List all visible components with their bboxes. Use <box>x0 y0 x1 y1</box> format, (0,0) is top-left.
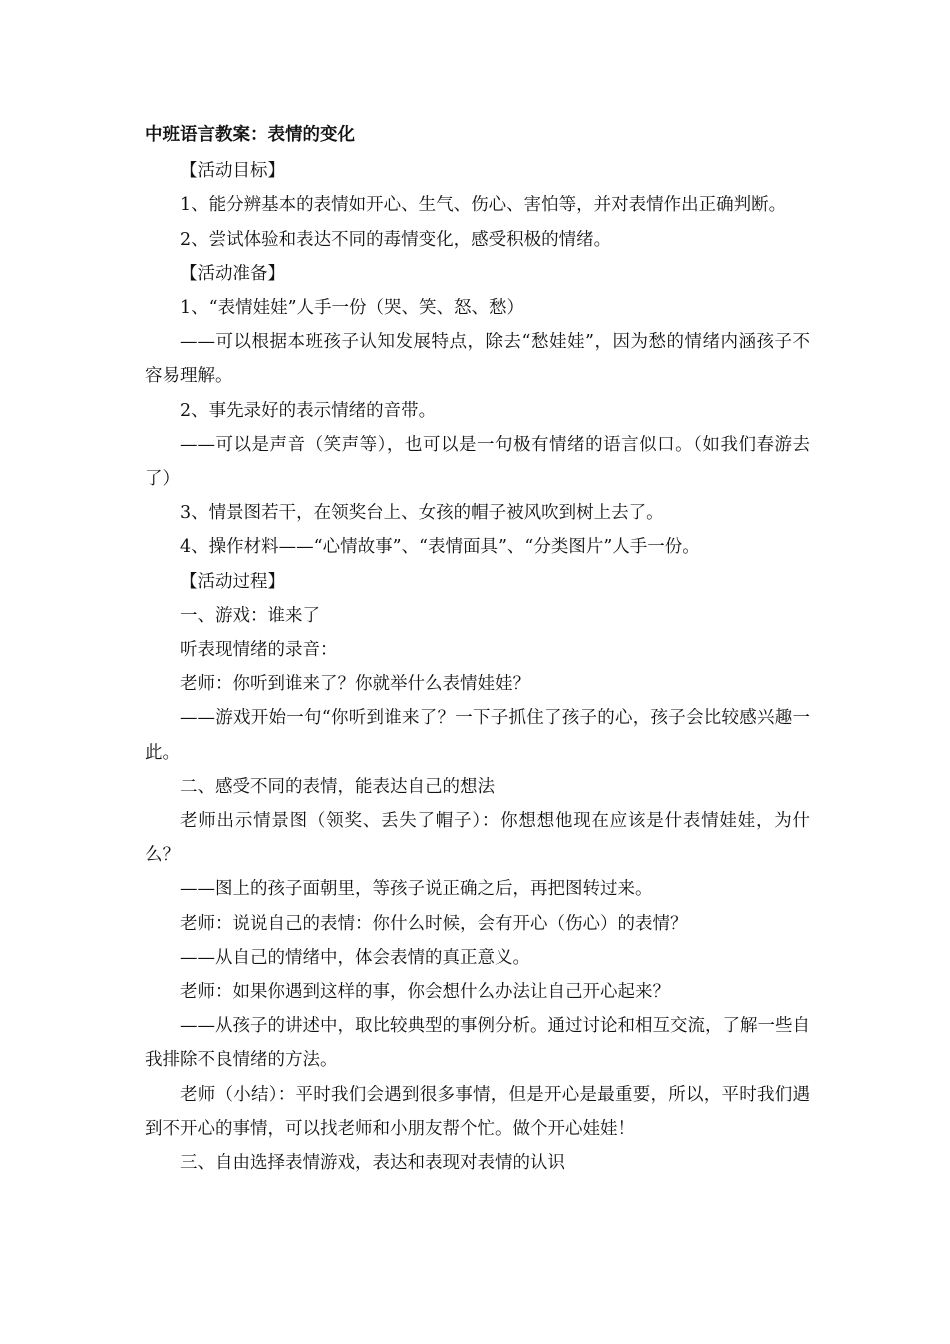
document-page <box>145 118 810 1180</box>
teacher-line: 老师：如果你遇到这样的事，你会想什么办法让自己开心起来？ <box>180 982 670 1003</box>
section-heading-process: 【活动过程】 <box>180 571 285 592</box>
prep-note-2: ——可以是声音（笑声等），也可以是一句极有情绪的语言似口。（如我们春游去了） <box>145 434 810 490</box>
process-note: ——从孩子的讲述中，取比较典型的事例分析。通过讨论和相互交流，了解一些自我排除不良情绪的方法。 <box>145 1016 810 1071</box>
prep-item-1: 1、“表情娃娃”人手一份（哭、笑、怒、愁） <box>180 298 525 319</box>
process-step-2: 二、感受不同的表情，能表达自己的想法 <box>180 776 495 797</box>
process-note: ——图上的孩子面朝里，等孩子说正确之后，再把图转过来。 <box>180 879 653 900</box>
process-note: ——游戏开始一句“你听到谁来了？一下子抓住了孩子的心，孩子会比较感兴趣一此。 <box>145 708 810 763</box>
prep-note-1: ——可以根据本班孩子认知发展特点，除去“愁娃娃”，因为愁的情绪内涵孩子不容易理解。 <box>145 332 810 387</box>
teacher-summary: 老师（小结）：平时我们会遇到很多事情，但是开心是最重要，所以，平时我们遇到不开心的事情，可以找老师和小朋友帮个忙。做个开心娃娃！ <box>145 1084 810 1139</box>
teacher-line: 老师：说说自己的表情：你什么时候，会有开心（伤心）的表情？ <box>180 913 688 934</box>
prep-item-3: 3、情景图若干，在领奖台上、女孩的帽子被风吹到树上去了。 <box>180 503 664 524</box>
process-text: 听表现情绪的录音： <box>180 640 338 661</box>
process-step-1: 一、游戏：谁来了 <box>180 605 320 626</box>
prep-item-4: 4、操作材料——“心情故事”、“表情面具”、“分类图片”人手一份。 <box>180 537 700 558</box>
process-step-3: 三、自由选择表情游戏，表达和表现对表情的认识 <box>180 1153 565 1174</box>
prep-item-2: 2、事先录好的表示情绪的音带。 <box>180 400 437 421</box>
teacher-line: 老师出示情景图（领奖、丢失了帽子）：你想想他现在应该是什表情娃娃，为什么？ <box>145 811 810 866</box>
section-heading-preparation: 【活动准备】 <box>180 263 285 284</box>
document-title: 中班语言教案：表情的变化 <box>145 125 355 145</box>
process-note: ——从自己的情绪中，体会表情的真正意义。 <box>180 947 530 968</box>
teacher-line: 老师：你听到谁来了？你就举什么表情娃娃？ <box>180 674 530 695</box>
goal-item-2: 2、尝试体验和表达不同的毒情变化，感受积极的情绪。 <box>180 229 612 250</box>
goal-item-1: 1、能分辨基本的表情如开心、生气、伤心、害怕等，并对表情作出正确判断。 <box>180 195 787 216</box>
section-heading-goals: 【活动目标】 <box>180 161 285 182</box>
